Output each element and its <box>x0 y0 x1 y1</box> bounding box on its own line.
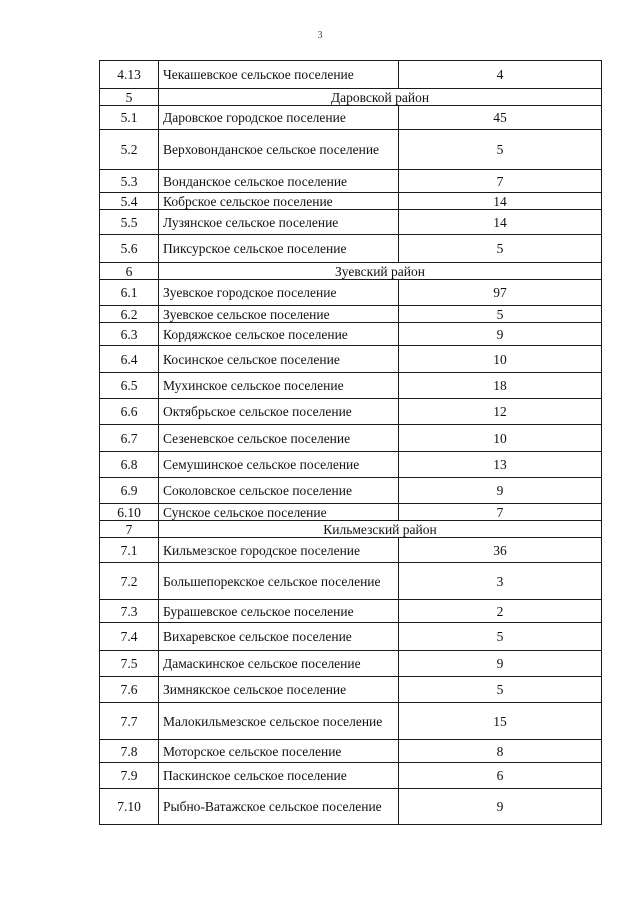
settlement-name: Паскинское сельское поселение <box>159 763 399 789</box>
settlement-value: 5 <box>399 623 602 651</box>
settlement-value: 10 <box>399 425 602 452</box>
settlement-value: 4 <box>399 61 602 89</box>
row-number: 5 <box>100 89 159 106</box>
settlement-name: Вонданское сельское поселение <box>159 170 399 193</box>
row-number: 6.3 <box>100 323 159 346</box>
settlement-value: 8 <box>399 740 602 763</box>
row-number: 6.10 <box>100 504 159 521</box>
settlement-value: 18 <box>399 373 602 399</box>
table-row <box>100 306 602 323</box>
row-number: 5.5 <box>100 210 159 235</box>
district-header-row <box>100 89 602 106</box>
settlement-name: Косинское сельское поселение <box>159 346 399 373</box>
table-row <box>100 346 602 373</box>
table-row <box>100 193 602 210</box>
row-number: 7.2 <box>100 563 159 600</box>
settlement-value: 12 <box>399 399 602 425</box>
table-row <box>100 789 602 825</box>
table-row <box>100 399 602 425</box>
row-number: 6.8 <box>100 452 159 478</box>
table-row <box>100 740 602 763</box>
row-number: 5.2 <box>100 130 159 170</box>
table-row <box>100 478 602 504</box>
settlement-name: Чекашевское сельское поселение <box>159 61 399 89</box>
row-number: 7.1 <box>100 538 159 563</box>
table-row <box>100 677 602 703</box>
district-title: Даровской район <box>159 89 602 106</box>
settlement-name: Лузянское сельское поселение <box>159 210 399 235</box>
settlement-value: 13 <box>399 452 602 478</box>
settlement-name: Семушинское сельское поселение <box>159 452 399 478</box>
settlement-value: 15 <box>399 703 602 740</box>
settlement-value: 5 <box>399 677 602 703</box>
row-number: 7.3 <box>100 600 159 623</box>
settlement-value: 45 <box>399 106 602 130</box>
settlement-name: Октябрьское сельское поселение <box>159 399 399 425</box>
settlement-value: 7 <box>399 170 602 193</box>
settlement-name: Кобрское сельское поселение <box>159 193 399 210</box>
row-number: 6.5 <box>100 373 159 399</box>
row-number: 7.5 <box>100 651 159 677</box>
settlement-value: 5 <box>399 235 602 263</box>
row-number: 6.9 <box>100 478 159 504</box>
table-body <box>100 61 602 825</box>
settlement-value: 36 <box>399 538 602 563</box>
row-number: 6.2 <box>100 306 159 323</box>
settlement-name: Зуевское сельское поселение <box>159 306 399 323</box>
district-title: Зуевский район <box>159 263 602 280</box>
table-row <box>100 210 602 235</box>
settlement-name: Соколовское сельское поселение <box>159 478 399 504</box>
settlement-name: Пиксурское сельское поселение <box>159 235 399 263</box>
settlement-name: Зимнякское сельское поселение <box>159 677 399 703</box>
settlement-name: Малокильмезское сельское поселение <box>159 703 399 740</box>
table-row <box>100 323 602 346</box>
settlement-name: Вихаревское сельское поселение <box>159 623 399 651</box>
row-number: 5.4 <box>100 193 159 210</box>
table-row <box>100 235 602 263</box>
settlement-name: Бурашевское сельское поселение <box>159 600 399 623</box>
table-row <box>100 452 602 478</box>
row-number: 7.7 <box>100 703 159 740</box>
row-number: 6 <box>100 263 159 280</box>
table-row <box>100 373 602 399</box>
settlement-value: 5 <box>399 306 602 323</box>
settlement-value: 2 <box>399 600 602 623</box>
row-number: 6.6 <box>100 399 159 425</box>
table-row <box>100 763 602 789</box>
row-number: 5.6 <box>100 235 159 263</box>
settlement-value: 9 <box>399 478 602 504</box>
table-row <box>100 563 602 600</box>
settlement-name: Зуевское городское поселение <box>159 280 399 306</box>
settlement-value: 14 <box>399 210 602 235</box>
settlement-name: Большепорекское сельское поселение <box>159 563 399 600</box>
table-row <box>100 130 602 170</box>
row-number: 6.1 <box>100 280 159 306</box>
table-row <box>100 623 602 651</box>
row-number: 7.6 <box>100 677 159 703</box>
row-number: 6.4 <box>100 346 159 373</box>
district-title: Кильмезский район <box>159 521 602 538</box>
settlement-value: 7 <box>399 504 602 521</box>
settlement-name: Моторское сельское поселение <box>159 740 399 763</box>
settlement-name: Кильмезское городское поселение <box>159 538 399 563</box>
settlement-name: Дамаскинское сельское поселение <box>159 651 399 677</box>
table-row <box>100 600 602 623</box>
settlement-value: 5 <box>399 130 602 170</box>
row-number: 7.4 <box>100 623 159 651</box>
district-header-row <box>100 521 602 538</box>
settlement-value: 3 <box>399 563 602 600</box>
settlement-value: 10 <box>399 346 602 373</box>
settlement-name: Рыбно-Ватажское сельское поселение <box>159 789 399 825</box>
table-row <box>100 61 602 89</box>
table-row <box>100 170 602 193</box>
table-row <box>100 703 602 740</box>
settlement-value: 9 <box>399 323 602 346</box>
municipalities-table <box>99 60 602 825</box>
settlement-value: 97 <box>399 280 602 306</box>
table-row <box>100 280 602 306</box>
settlement-name: Сезеневское сельское поселение <box>159 425 399 452</box>
row-number: 7.9 <box>100 763 159 789</box>
table-row <box>100 651 602 677</box>
row-number: 5.3 <box>100 170 159 193</box>
table-row <box>100 504 602 521</box>
page-number: 3 <box>317 30 323 41</box>
settlement-value: 9 <box>399 789 602 825</box>
district-header-row <box>100 263 602 280</box>
settlement-value: 6 <box>399 763 602 789</box>
table-row <box>100 106 602 130</box>
settlement-name: Верховонданское сельское поселение <box>159 130 399 170</box>
table-row <box>100 538 602 563</box>
row-number: 5.1 <box>100 106 159 130</box>
settlement-name: Сунское сельское поселение <box>159 504 399 521</box>
settlement-name: Даровское городское поселение <box>159 106 399 130</box>
settlement-name: Мухинское сельское поселение <box>159 373 399 399</box>
row-number: 4.13 <box>100 61 159 89</box>
settlement-value: 9 <box>399 651 602 677</box>
table-row <box>100 425 602 452</box>
settlement-value: 14 <box>399 193 602 210</box>
row-number: 7.10 <box>100 789 159 825</box>
row-number: 6.7 <box>100 425 159 452</box>
settlement-name: Кордяжское сельское поселение <box>159 323 399 346</box>
row-number: 7.8 <box>100 740 159 763</box>
row-number: 7 <box>100 521 159 538</box>
